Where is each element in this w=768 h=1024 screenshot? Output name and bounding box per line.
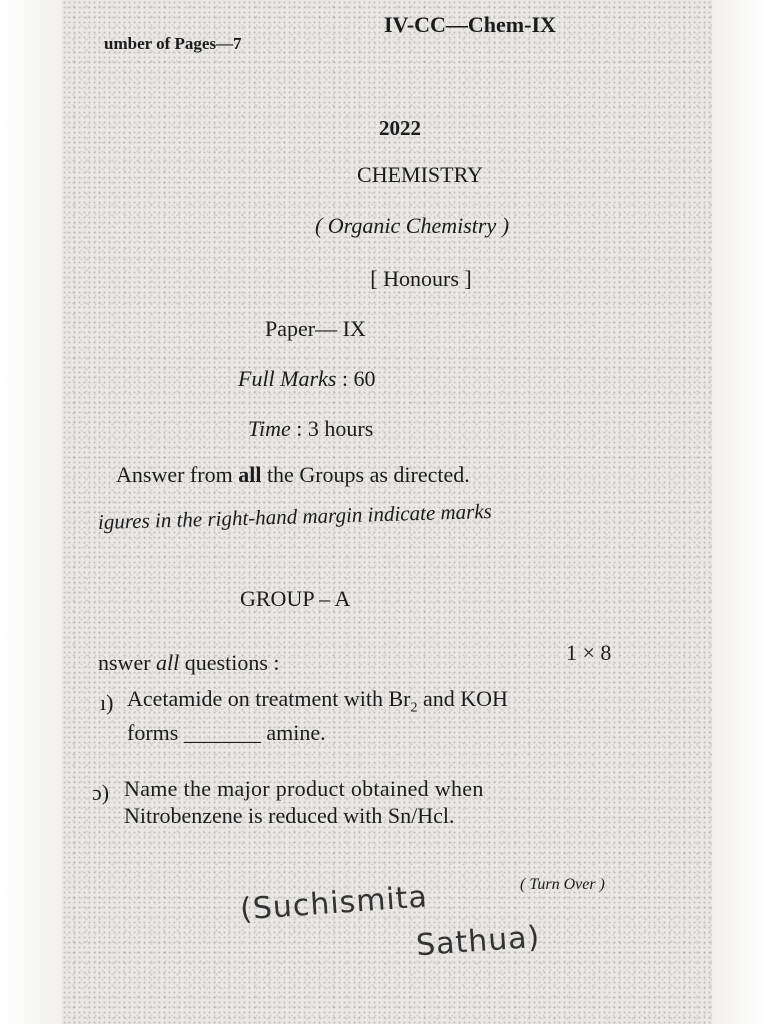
question-label: ı) [100,690,114,715]
paper-code: IV-CC—Chem-IX [384,12,556,37]
question-text: Acetamide on treatment with Br [127,686,411,711]
question-line [127,686,508,716]
question-text-end: and KOH [417,686,508,711]
page-count: umber of Pages—7 [104,34,242,53]
group-instruction-suffix: questions : [179,650,280,675]
right-margin [712,0,768,1024]
subscript: 2 [410,700,418,716]
group-instruction-emphasis: all [156,650,180,675]
group-instruction [98,650,280,676]
instruction-suffix: the Groups as directed. [261,462,470,487]
time-label: Time [248,416,291,441]
subject-topic: ( Organic Chemistry ) [314,213,510,238]
subject-title: CHEMISTRY [357,162,483,187]
full-marks-label: Full Marks [238,366,337,391]
signature-line: (Suchismita [239,879,429,928]
exam-year: 2022 [379,116,421,140]
time-value: : 3 hours [296,416,374,441]
paper-number [265,316,366,342]
instruction-prefix: Answer from [116,462,239,487]
group-marks: 1 × 8 [566,640,612,665]
group-instruction-prefix: nswer [98,650,157,675]
group-heading: GROUP – A [240,586,351,611]
question-line: forms _______ amine. [127,720,326,745]
left-margin [0,0,62,1024]
paper-label: Paper [265,316,316,341]
question-label: ɔ) [92,780,110,805]
turn-over-note: ( Turn Over ) [520,876,605,893]
course-level: [ Honours ] [370,266,472,291]
question-line: Name the major product obtained when [124,776,484,801]
full-marks-value: : 60 [341,366,376,391]
signature-line: Sathua) [414,919,542,964]
general-instruction [116,462,470,488]
question-line: Nitrobenzene is reduced with Sn/Hcl. [124,803,455,828]
paper-value: — IX [315,316,366,341]
instruction-emphasis: all [238,462,262,487]
marks-note: igures in the right-hand margin indicate marks [97,499,493,534]
full-marks [238,366,376,392]
time-allowed [248,416,373,442]
